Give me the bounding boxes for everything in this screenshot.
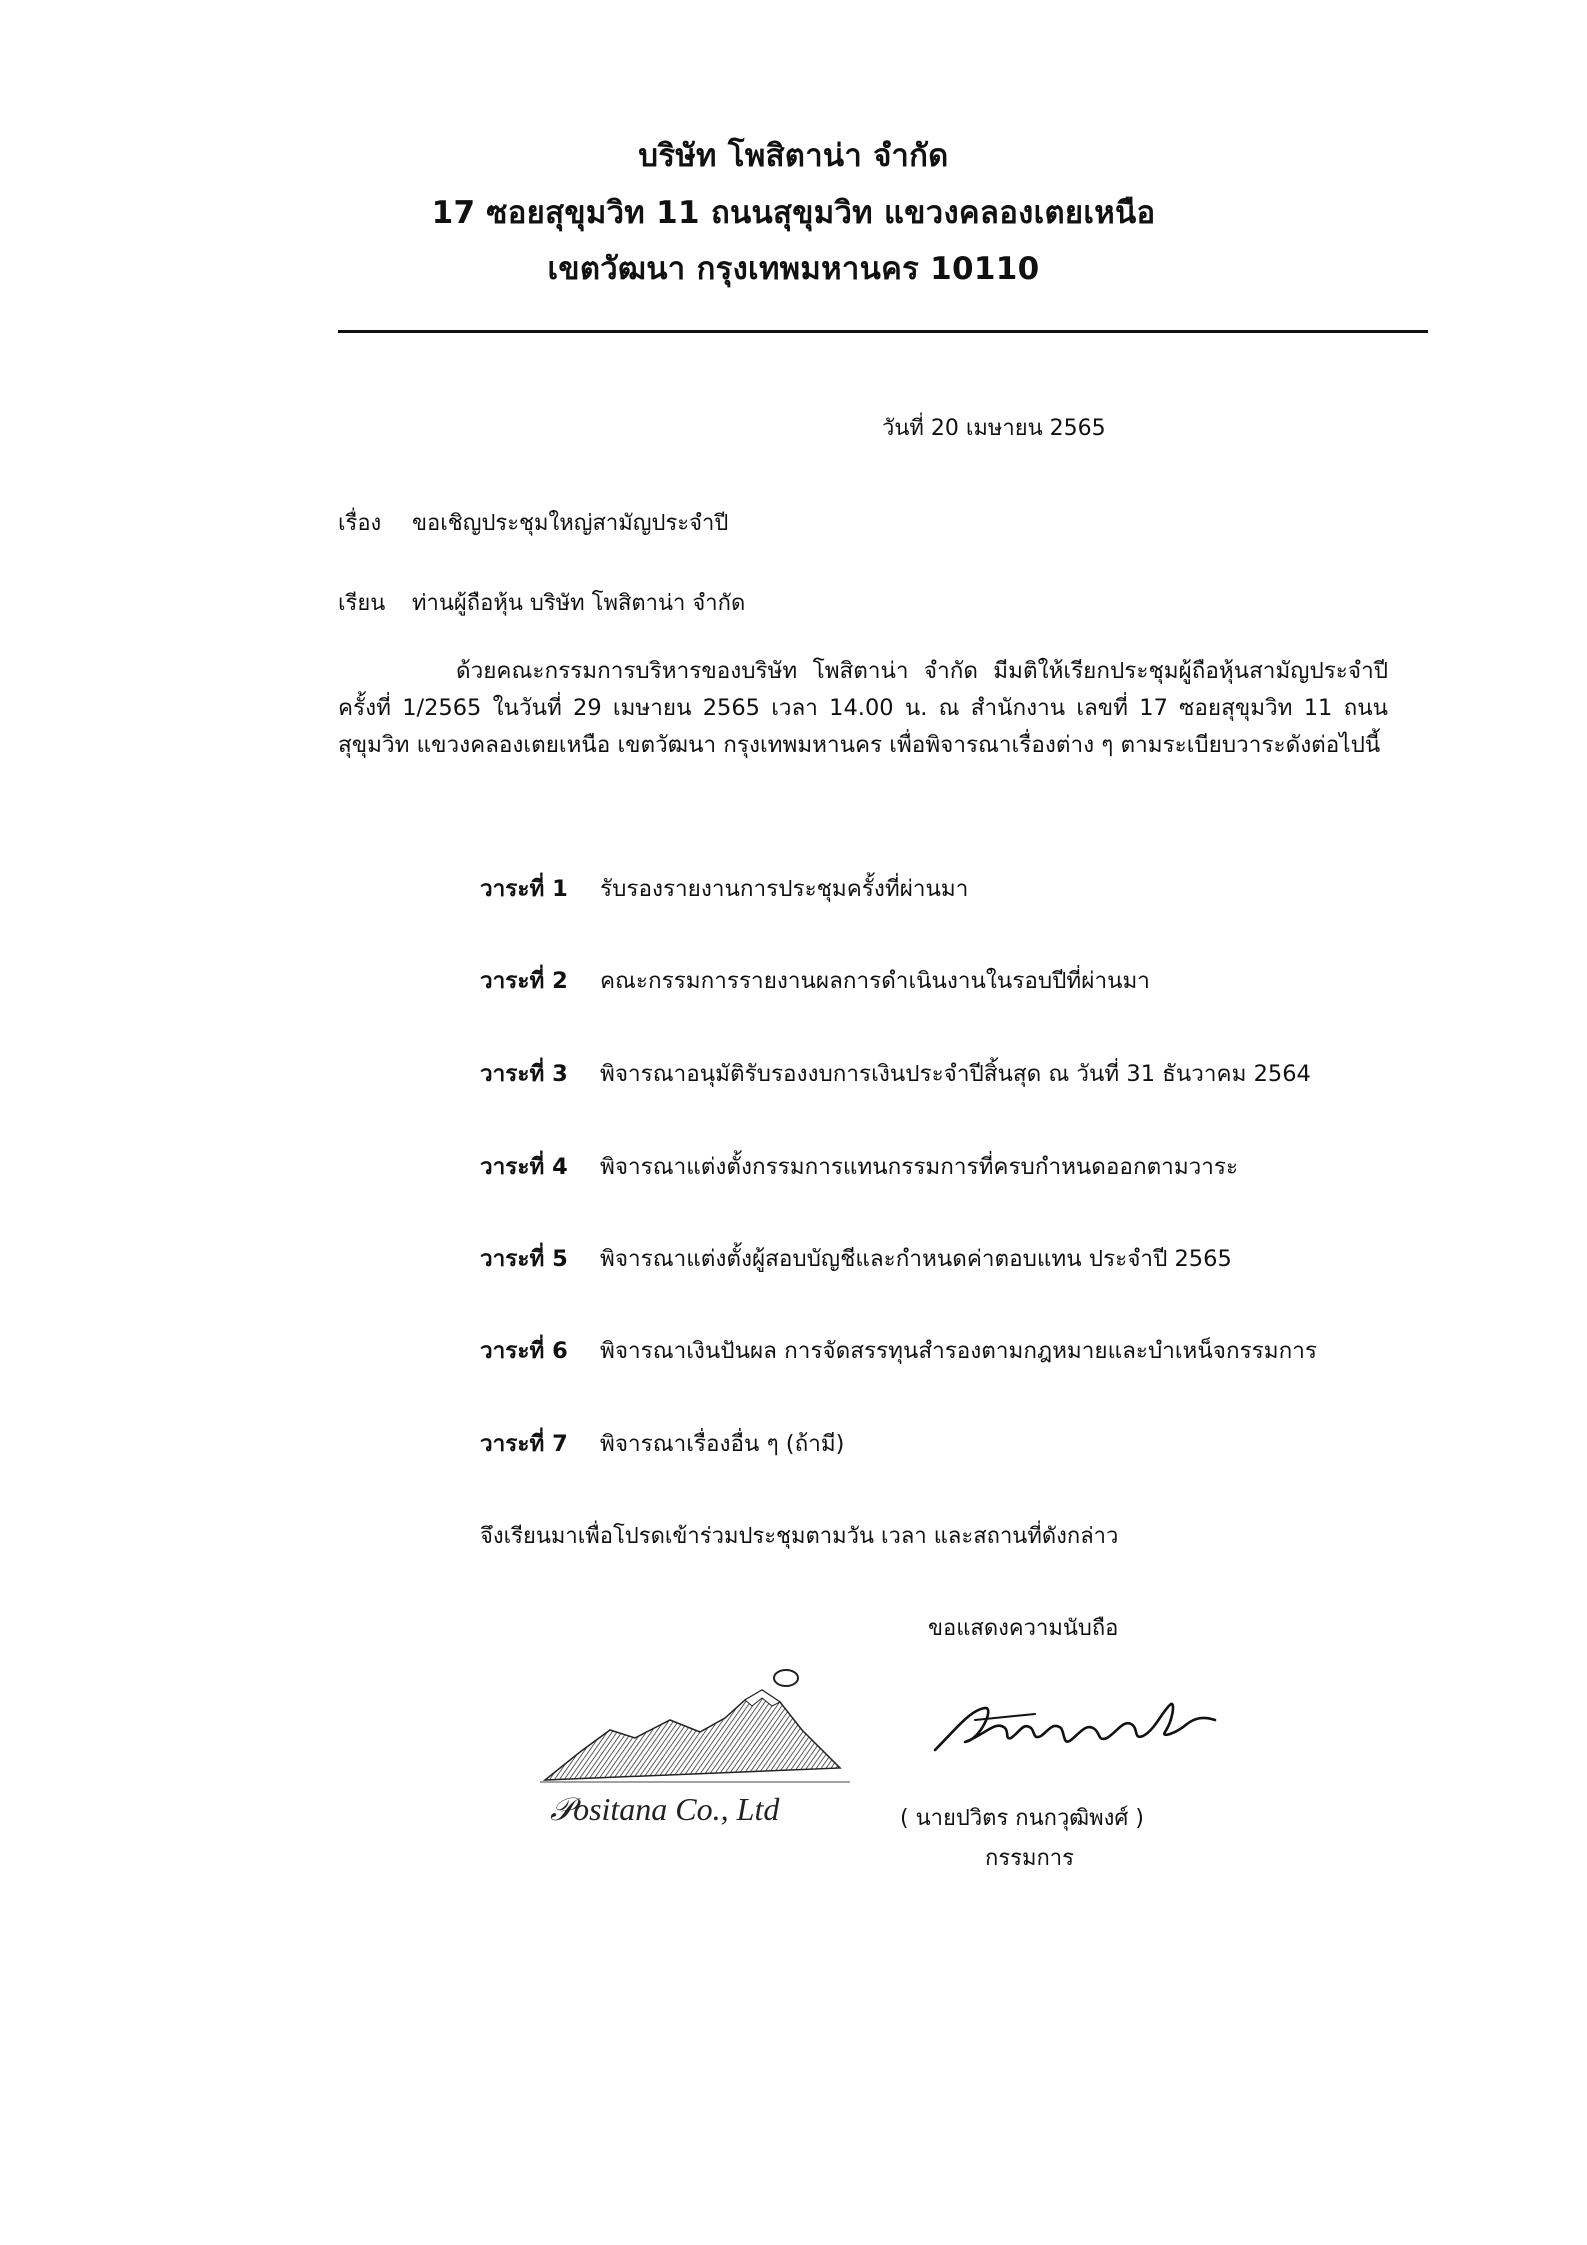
agenda-number: วาระที่ 7 <box>480 1431 568 1457</box>
agenda-item <box>480 870 968 906</box>
agenda-item <box>480 1240 1232 1276</box>
agenda-item <box>480 1332 1317 1368</box>
company-name: บริษัท โพสิตาน่า จำกัด <box>638 138 949 174</box>
signer-name: ( นายปวิตร กนกวุฒิพงศ์ ) <box>900 1806 1144 1831</box>
agenda-text: พิจารณาแต่งตั้งกรรมการแทนกรรมการที่ครบกำหนดออกตามวาระ <box>600 1154 1239 1180</box>
company-address-line1: 17 ซอยสุขุมวิท 11 ถนนสุขุมวิท แขวงคลองเตยเหนือ <box>431 195 1156 231</box>
agenda-item <box>480 1148 1238 1184</box>
agenda-text: พิจารณาเงินปันผล การจัดสรรทุนสำรองตามกฎหมายและบำเหน็จกรรมการ <box>600 1338 1317 1364</box>
subject-text: ขอเชิญประชุมใหญ่สามัญประจำปี <box>412 511 729 536</box>
agenda-text: พิจารณาอนุมัติรับรองงบการเงินประจำปีสิ้นสุด ณ วันที่ 31 ธันวาคม 2564 <box>600 1061 1311 1087</box>
company-stamp-logo <box>540 1660 860 1835</box>
stamp-text: 𝒫ositana Co., Ltd <box>550 1791 780 1827</box>
agenda-text: คณะกรรมการรายงานผลการดำเนินงานในรอบปีที่ผ่านมา <box>600 968 1150 994</box>
agenda-text: รับรองรายงานการประชุมครั้งที่ผ่านมา <box>600 876 969 902</box>
body-paragraph: ด้วยคณะกรรมการบริหารของบริษัท โพสิตาน่า จำกัด มีมติให้เรียกประชุมผู้ถือหุ้นสามัญประจำปี ครั้งที่ 1/2565 ในวันที่ 29 เมษายน 2565 เวลา 14.00 น. ณ สำนักงาน เลขที่ 17 ซอยสุขุมวิท 11 ถนนสุขุมวิท แขวงคลองเตยเหนือ เขตวัฒนา กรุงเทพมหานคร เพื่อพิจารณาเรื่องต่าง ๆ ตามระเบียบวาระดังต่อไปนี้ <box>338 658 1388 758</box>
agenda-text: พิจารณาเรื่องอื่น ๆ (ถ้ามี) <box>600 1431 845 1457</box>
agenda-item <box>480 1425 844 1461</box>
recipient-text: ท่านผู้ถือหุ้น บริษัท โพสิตาน่า จำกัด <box>412 591 746 616</box>
signer-title: กรรมการ <box>985 1846 1074 1871</box>
agenda-number: วาระที่ 1 <box>480 876 568 902</box>
agenda-text: พิจารณาแต่งตั้งผู้สอบบัญชีและกำหนดค่าตอบแทน ประจำปี 2565 <box>600 1246 1232 1272</box>
closing-sentence: จึงเรียนมาเพื่อโปรดเข้าร่วมประชุมตามวัน เวลา และสถานที่ดังกล่าว <box>480 1524 1119 1549</box>
letter-date: วันที่ 20 เมษายน 2565 <box>882 416 1106 441</box>
recipient-label: เรียน <box>338 591 386 616</box>
agenda-number: วาระที่ 2 <box>480 968 568 994</box>
letterhead-divider <box>338 330 1428 333</box>
agenda-number: วาระที่ 4 <box>480 1154 568 1180</box>
subject-label: เรื่อง <box>338 511 382 536</box>
agenda-number: วาระที่ 3 <box>480 1061 568 1087</box>
agenda-item <box>480 1055 1311 1091</box>
signature <box>925 1680 1225 1780</box>
agenda-number: วาระที่ 6 <box>480 1338 568 1364</box>
agenda-item <box>480 962 1150 998</box>
complimentary-close: ขอแสดงความนับถือ <box>928 1616 1119 1641</box>
company-address-line2: เขตวัฒนา กรุงเทพมหานคร 10110 <box>547 251 1040 287</box>
agenda-number: วาระที่ 5 <box>480 1246 568 1272</box>
